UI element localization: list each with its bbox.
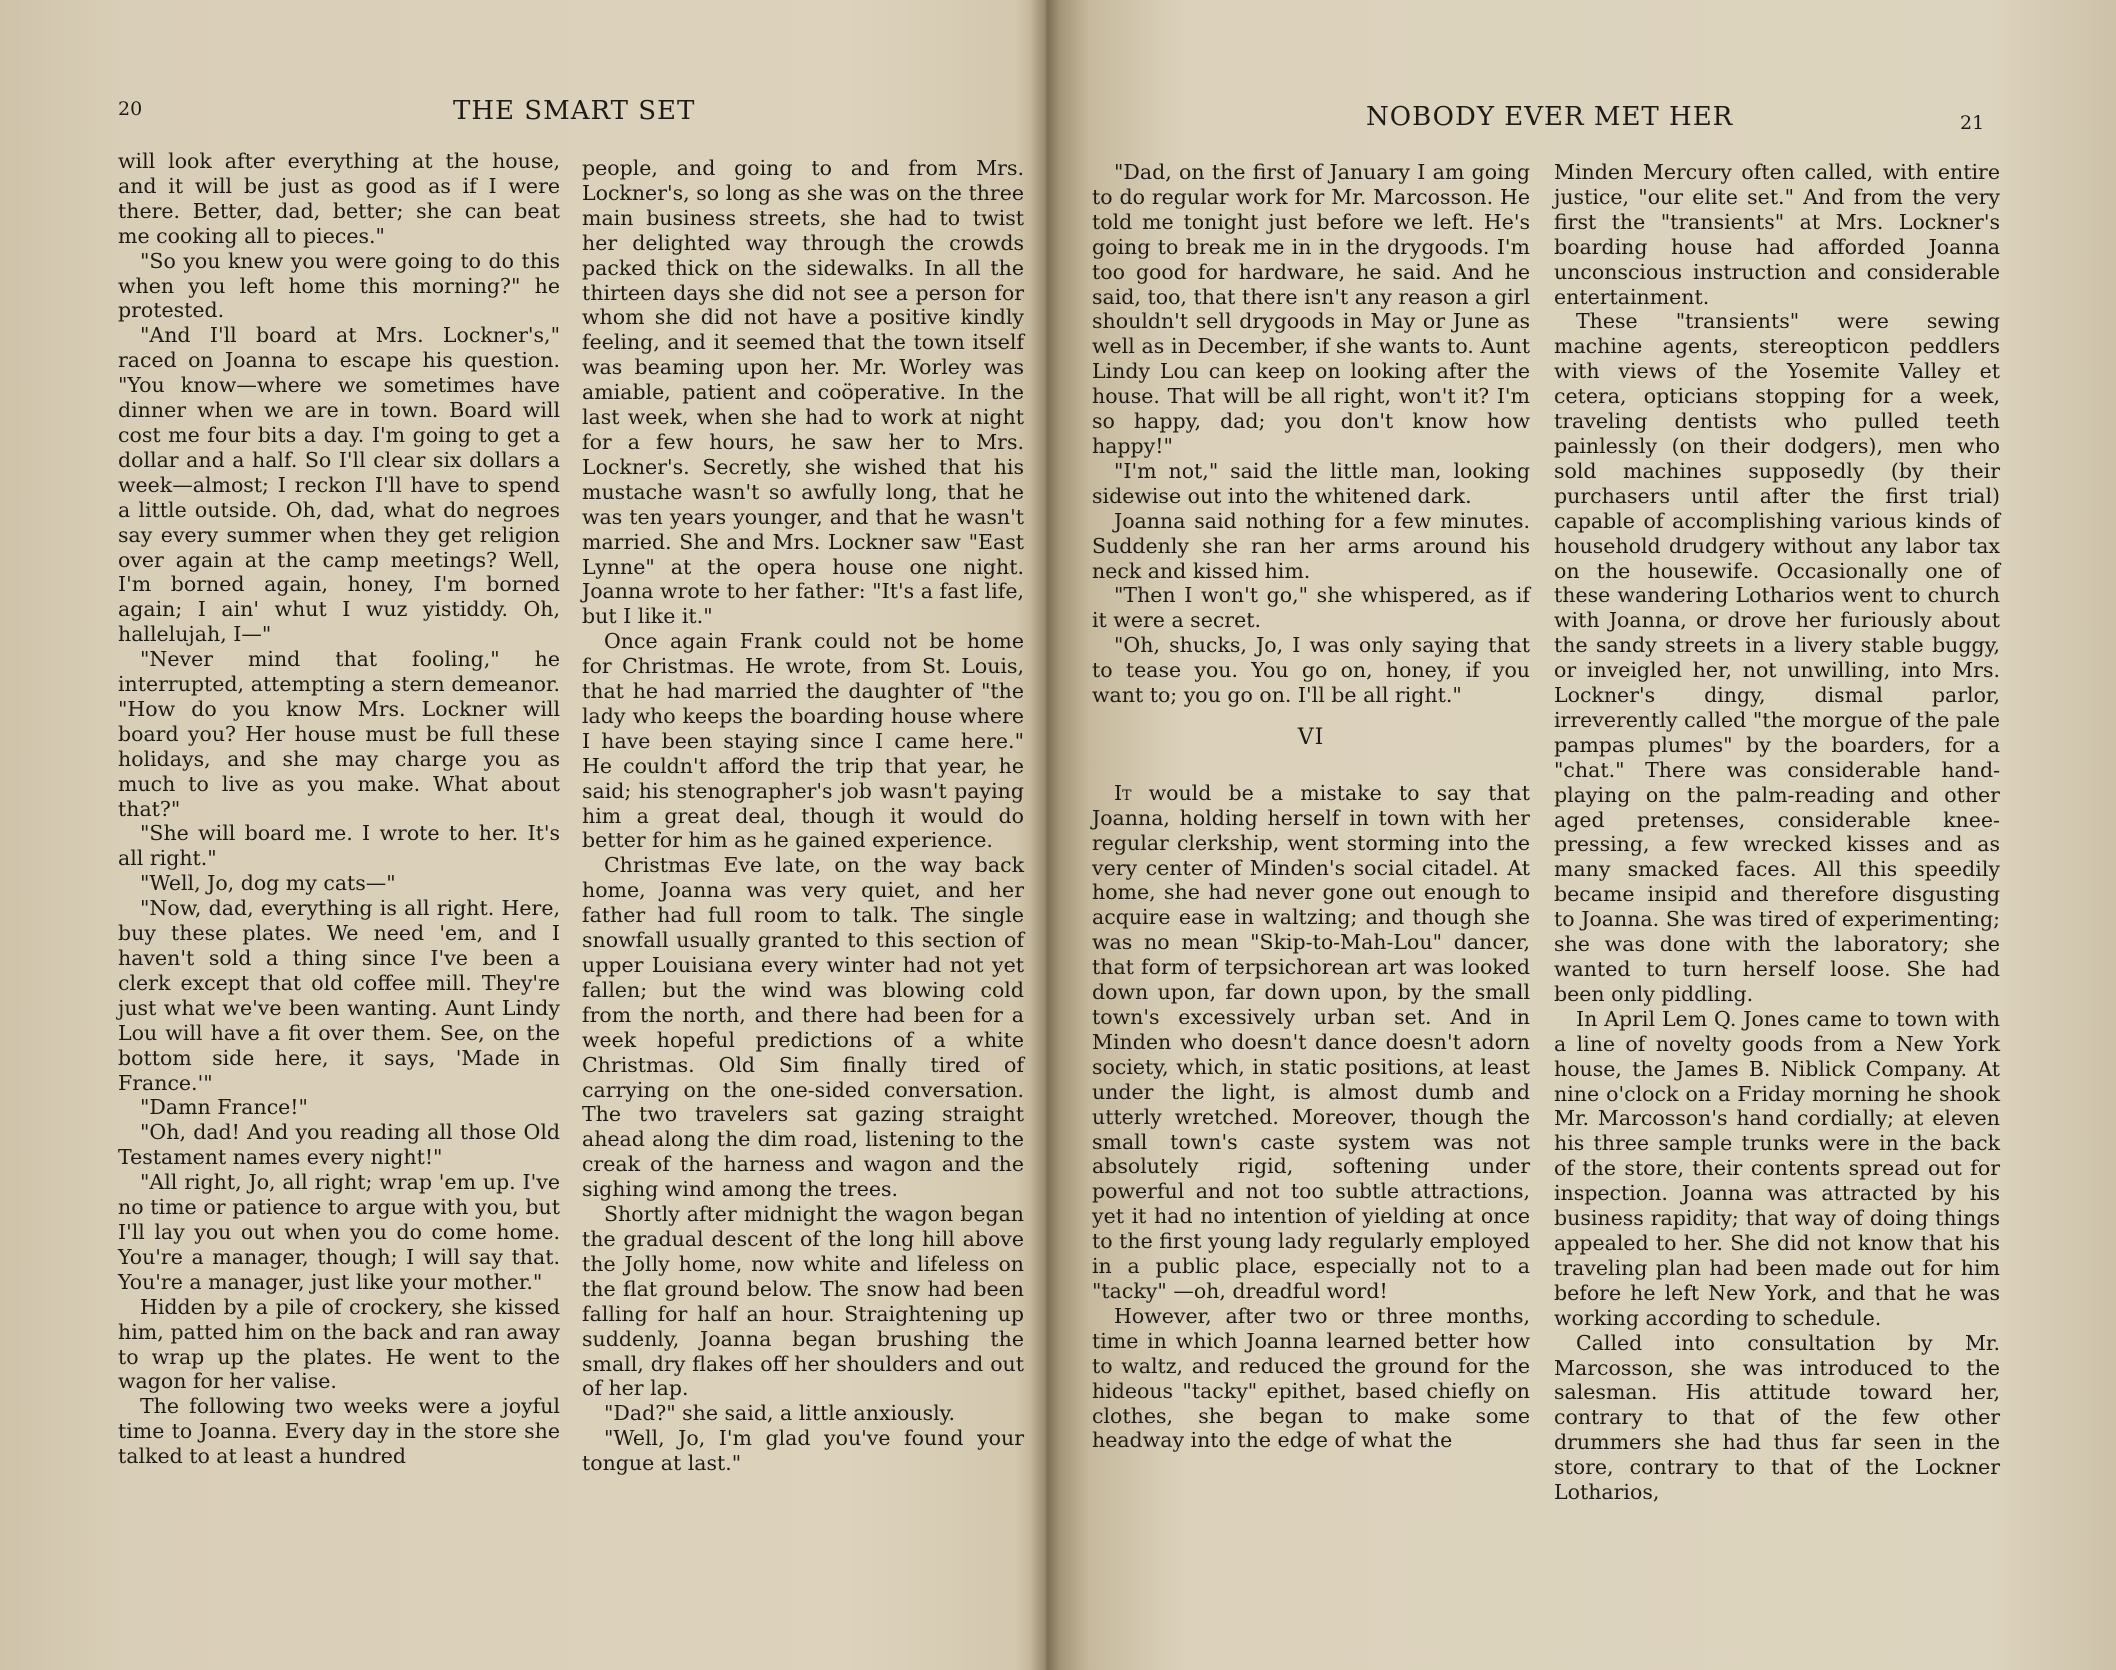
left-page xyxy=(0,0,1040,1670)
paragraph: Called into consultation by Mr. Marcosson, she was introduced to the salesman. His attitude toward her, contrary to that of the few other drummers she had thus far seen in the store, contrary to that of the Lockner Lotharios, xyxy=(1554,1330,2000,1505)
right-page xyxy=(1056,0,2116,1670)
paragraph: "All right, Jo, all right; wrap 'em up. I've no time or patience to argue with you, but I'll lay you out when you do come home. You're a manager, though; I will say that. You're a manager, just like your mother." xyxy=(118,1170,560,1294)
paragraph: people, and going to and from Mrs. Lockner's, so long as she was on the three main business streets, she had to twist her delighted way through the crowds packed thick on the sidewalks. In all the thirteen days she did not see a person for whom she did not have a positive kindly feeling, and it seemed that the town itself was beaming upon her. Mr. Worley was amiable, patient and coöperative. In the last week, when she had to work at night for a few hours, he saw her to Mrs. Lockner's. Secretly, she wished that his mustache wasn't so awfully long, that he was ten years younger, and that he wasn't married. She and Mrs. Lockner saw "East Lynne" at the opera house one night. Joanna wrote to her father: "It's a fast life, but I like it." xyxy=(582,156,1024,629)
page-number-left: 20 xyxy=(118,98,143,120)
paragraph: Shortly after midnight the wagon began the gradual descent of the long hill above the Jolly home, now white and lifeless on the flat ground below. The snow had been falling for half an hour. Straightening up suddenly, Joanna began brushing the small, dry flakes off her shoulders and out of her lap. xyxy=(582,1202,1024,1401)
paragraph: "Damn France!" xyxy=(140,1095,308,1120)
paragraph: "Never mind that fooling," he interrupted, attempting a stern demeanor. "How do you know Mrs. Lockner will board you? Her house must be full these holidays, and she may charge you as much to live as you make. What about that?" xyxy=(118,647,560,821)
section-heading: VI xyxy=(1297,724,1325,750)
paragraph xyxy=(1092,781,1530,1304)
paragraph-text: would be a mistake to say that Joanna, holding herself in town with her regular clerkship, went storming into the very center of Minden's social citadel. At home, she had never gone out enough to acquire ease in waltzing; and though she was no mean "Skip-to-Mah-Lou" dancer, that form of terpsichorean art was looked down upon, far down upon, by the small town's excessively urban set. And in Minden who doesn't dance doesn't adorn society, which, in static positions, at least under the light, is almost dumb and utterly wretched. Moreover, though the small town's caste system was not absolutely rigid, softening under powerful and not too subtle attractions, yet it had no intention of yielding at once to the first young lady regularly employed in a public place, especially not to a "tacky" —oh, dreadful word! xyxy=(1092,780,1530,1303)
left-column-b xyxy=(582,156,1024,1476)
left-column-a xyxy=(118,149,560,1469)
page-number-right: 21 xyxy=(1960,112,1985,134)
paragraph: In April Lem Q. Jones came to town with a line of novelty goods from a New York house, the James B. Niblick Company. At nine o'clock on a Friday morning he shook Mr. Marcosson's hand cordially; at eleven his three sample trunks were in the back of the store, their contents spread out for inspection. Joanna was attracted by his business rapidity; that way of doing things appealed to her. She did not know that his traveling plan had been made out for him before he left New York, and that he was working according to schedule. xyxy=(1554,1006,2000,1330)
paragraph: Minden Mercury often called, with entire justice, "our elite set." And from the very first the "transients" at Mrs. Lockner's boarding house had afforded Joanna unconscious instruction and considerable entertainment. xyxy=(1554,160,2000,309)
paragraph: Hidden by a pile of crockery, she kissed him, patted him on the back and ran away to wrap up the plates. He went to the wagon for her valise. xyxy=(118,1294,560,1394)
paragraph: Joanna said nothing for a few minutes. Suddenly she ran her arms around his neck and kissed him. xyxy=(1092,508,1530,583)
paragraph: will look after everything at the house, and it will be just as good as if I were there. Better, dad, better; she can beat me cooking all to pieces." xyxy=(118,149,560,248)
paragraph: The following two weeks were a joyful time to Joanna. Every day in the store she talked to at least a hundred xyxy=(118,1394,560,1469)
paragraph: "She will board me. I wrote to her. It's all right." xyxy=(118,821,560,871)
paragraph: "Well, Jo, dog my cats—" xyxy=(140,871,396,896)
paragraph: These "transients" were sewing machine agents, stereopticon peddlers with views of the Yosemite Valley et cetera, opticians stopping for a week, traveling dentists who pulled teeth painlessly (on their dodgers), men who sold machines supposedly (by their purchasers until after the first trial) capable of accomplishing various kinds of household drudgery without any labor tax on the housewife. Occasionally one of these wandering Lotharios went to church with Joanna, or drove her furiously about the sandy streets in a livery stable buggy, or inveigled her, not unwilling, into Mrs. Lockner's dingy, dismal parlor, irreverently called "the morgue of the pale pampas plumes" by the boarders, for a "chat." There was considerable hand-playing on the palm-reading and other aged pretenses, considerable knee-pressing, a few wrecked kisses and as many smacked faces. All this speedily became insipid and therefore disgusting to Joanna. She was tired of experimenting; she was done with the laboratory; she wanted to turn herself loose. She had been only piddling. xyxy=(1554,309,2000,1006)
paragraph: Christmas Eve late, on the way back home, Joanna was very quiet, and her father had full room to talk. The single snowfall usually granted to this section of upper Louisiana every winter had not yet fallen; but the wind was blowing cold from the north, and there had been for a week hopeful predictions of a white Christmas. Old Sim finally tired of carrying on the one-sided conversation. The two travelers sat gazing straight ahead along the dim road, listening to the creak of the harness and wagon and the sighing wind among the trees. xyxy=(582,853,1024,1202)
paragraph: "Oh, dad! And you reading all those Old Testament names every night!" xyxy=(118,1120,560,1170)
paragraph: "Now, dad, everything is all right. Here, buy these plates. We need 'em, and I haven't sold a thing since I've been a clerk except that old coffee mill. They're just what we've been wanting. Aunt Lindy Lou will have a fit over them. See, on the bottom side here, it says, 'Made in France.'" xyxy=(118,896,560,1095)
paragraph: "Dad?" she said, a little anxiously. xyxy=(604,1401,956,1426)
running-head-right: NOBODY EVER MET HER xyxy=(1366,102,1734,132)
right-column-b xyxy=(1554,160,2000,1505)
paragraph: "Well, Jo, I'm glad you've found your tongue at last." xyxy=(582,1426,1024,1476)
paragraph: "And I'll board at Mrs. Lockner's," raced on Joanna to escape his question. "You know—where we sometimes have dinner when we are in town. Board will cost me four bits a day. I'm going to get a dollar and a half. So I'll clear six dollars a week—almost; I reckon I'll have to spend a little outside. Oh, dad, what do negroes say every summer when they get religion over again at the camp meetings? Well, I'm borned again, honey, I'm borned again; I ain' whut I wuz yistiddy. Oh, hallelujah, I—" xyxy=(118,323,560,647)
paragraph: "Oh, shucks, Jo, I was only saying that to tease you. You go on, honey, if you want to; you go on. I'll be all right." xyxy=(1092,633,1530,708)
running-head-left: THE SMART SET xyxy=(453,96,696,126)
paragraph: However, after two or three months, time in which Joanna learned better how to waltz, and reduced the ground for the hideous "tacky" epithet, based chiefly on clothes, she began to make some headway into the edge of what the xyxy=(1092,1303,1530,1453)
paragraph: Once again Frank could not be home for Christmas. He wrote, from St. Louis, that he had married the daughter of "the lady who keeps the boarding house where I have been staying since I came here." He couldn't afford the trip that year, he said; his stenographer's job wasn't paying him a great deal, though it would do better for him as he gained experience. xyxy=(582,629,1024,853)
drop-lead: It xyxy=(1114,780,1132,805)
right-column-a xyxy=(1092,160,1530,1453)
paragraph: "Then I won't go," she whispered, as if it were a secret. xyxy=(1092,583,1530,633)
paragraph: "Dad, on the first of January I am going to do regular work for Mr. Marcosson. He told me tonight just before we left. He's going to break me in in the drygoods. I'm too good for hardware, he said. And he said, too, that there isn't any reason a girl shouldn't sell drygoods in May or June as well as in December, if she wants to. Aunt Lindy Lou can keep on looking after the house. That will be all right, won't it? I'm so happy, dad; you don't know how happy!" xyxy=(1092,160,1530,458)
paragraph: "I'm not," said the little man, looking sidewise out into the whitened dark. xyxy=(1092,458,1530,508)
paragraph: "So you knew you were going to do this when you left home this morning?" he protested. xyxy=(118,248,560,323)
